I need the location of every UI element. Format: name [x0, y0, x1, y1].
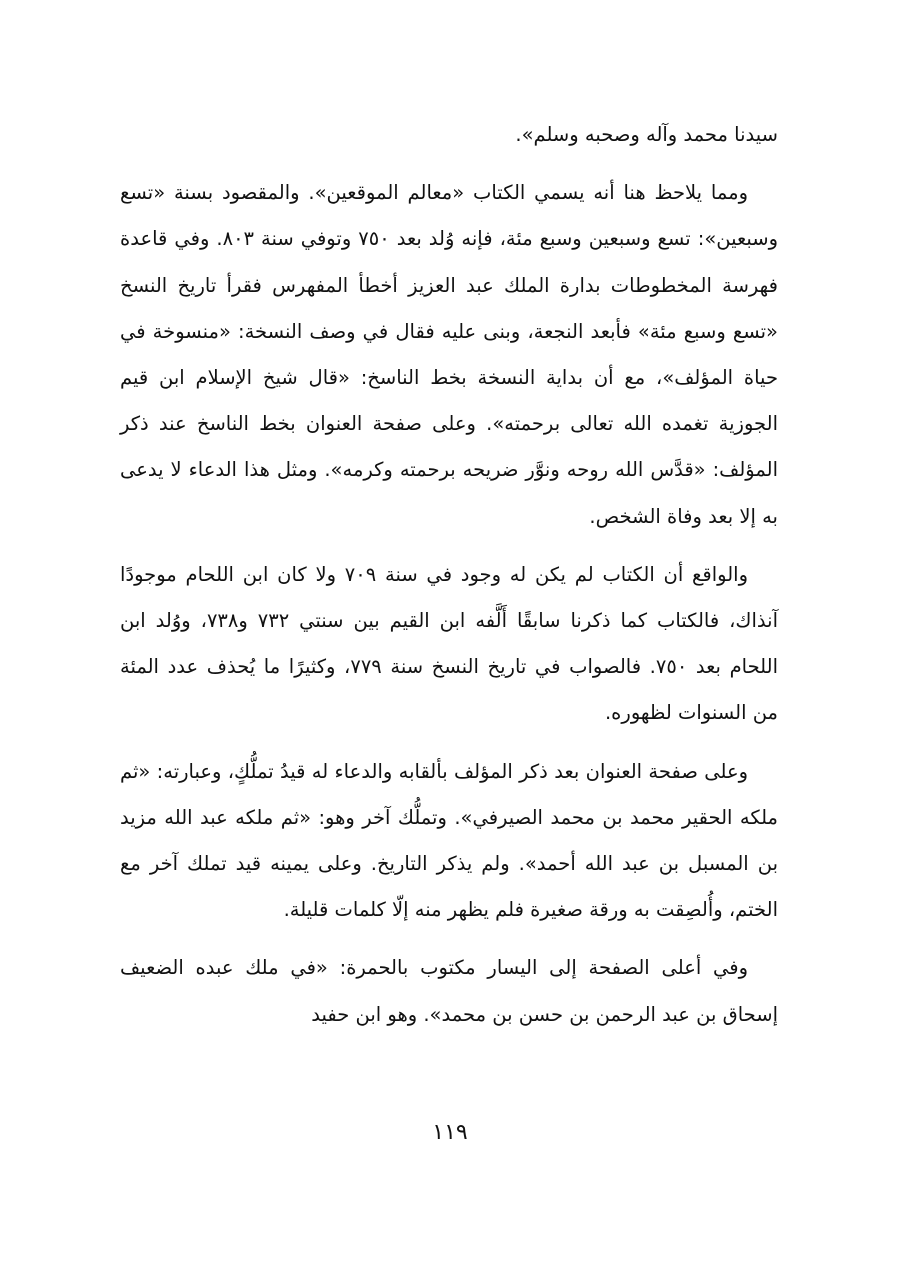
- page-number: ١١٩: [432, 1120, 468, 1145]
- paragraph-3: والواقع أن الكتاب لم يكن له وجود في سنة ٧٠٩ ولا كان ابن اللحام موجودًا آنذاك، فالكتاب كما ذكرنا سابقًا أَلَّفه ابن القيم بين سنتي ٧٣٢ و٧٣٨، ووُلد ابن اللحام بعد ٧٥٠. فالصواب في تاريخ النسخ سنة ٧٧٩، وكثيرًا ما يُحذف عدد المئة من السنوات لظهوره.: [120, 562, 778, 725]
- paragraph-1: سيدنا محمد وآله وصحبه وسلم».: [515, 123, 778, 146]
- paragraph-4: وعلى صفحة العنوان بعد ذكر المؤلف بألقابه والدعاء له قيدُ تملُّكٍ، وعبارته: «ثم ملكه الحقير محمد بن محمد الصيرفي». وتملُّك آخر وهو: «ثم ملكه عبد الله مزيد بن المسبل بن عبد الله أحمد». ولم يذكر التاريخ. وعلى يمينه قيد تملك آخر مع الختم، وأُلصِقت به ورقة صغيرة فلم يظهر منه إلّا كلمات قليلة.: [120, 759, 778, 922]
- paragraph-2: ومما يلاحظ هنا أنه يسمي الكتاب «معالم الموقعين». والمقصود بسنة «تسع وسبعين»: تسع وسبعين وسبع مئة، فإنه وُلد بعد ٧٥٠ وتوفي سنة ٨٠٣. وفي قاعدة فهرسة المخطوطات بدارة الملك عبد العزيز أخطأ المفهرس فقرأ تاريخ النسخ «تسع وسبع مئة» فأبعد النجعة، وبنى عليه فقال في وصف النسخة: «منسوخة في حياة المؤلف»، مع أن بداية النسخة بخط الناسخ: «قال شيخ الإسلام ابن قيم الجوزية تغمده الله تعالى برحمته». وعلى صفحة العنوان بخط الناسخ عند ذكر المؤلف: «قدَّس الله روحه ونوَّر ضريحه برحمته وكرمه». ومثل هذا الدعاء لا يدعى به إلا بعد وفاة الشخص.: [120, 181, 779, 528]
- body-text: [120, 112, 778, 1050]
- paragraph-5: وفي أعلى الصفحة إلى اليسار مكتوب بالحمرة: «في ملك عبده الضعيف إسحاق بن عبد الرحمن بن حسن بن محمد». وهو ابن حفيد: [120, 956, 778, 1026]
